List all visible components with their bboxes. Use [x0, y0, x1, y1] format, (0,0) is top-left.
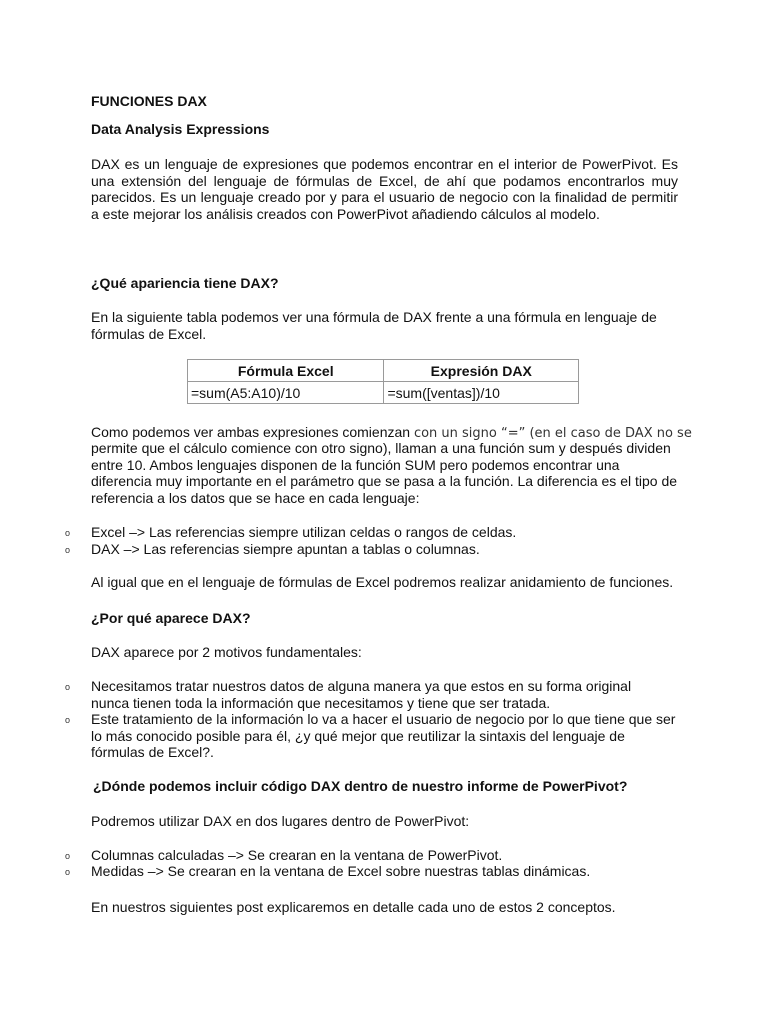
list-item-reason-2: Este tratamiento de la información lo va a hacer el usuario de negocio por lo que tiene que ser lo más conocido posible para él, ¿y qué mejor que reutilizar la sintaxis del lenguaje de fórmulas de Excel?.	[91, 711, 676, 760]
doc-subtitle: Data Analysis Expressions	[91, 121, 270, 137]
bullet-marker: o	[65, 867, 71, 877]
list-item-reason-1: Necesitamos tratar nuestros datos de alguna manera ya que estos en su forma original nunca tienen toda la información que necesitamos y tiene que ser tratada.	[91, 678, 632, 711]
bullet-marker: o	[65, 682, 71, 692]
intro-paragraph: DAX es un lenguaje de expresiones que podemos encontrar en el interior de PowerPivot. Es una extensión del lenguaje de fórmulas de Excel, de ahí que podamos encontrarlos muy parecidos. Es un lenguaje creado por y para el usuario de negocio con la finalidad de permitir a este mejorar los análisis creados con PowerPivot añadiendo cálculos al modelo.	[91, 156, 678, 222]
bullet-marker: o	[65, 545, 71, 555]
closing-paragraph: En nuestros siguientes post explicaremos en detalle cada uno de estos 2 conceptos.	[91, 899, 616, 915]
list-item-dax: DAX –> Las referencias siempre apuntan a tablas o columnas.	[91, 541, 480, 557]
section2-paragraph: DAX aparece por 2 motivos fundamentales:	[91, 644, 362, 660]
section3-paragraph: Podremos utilizar DAX en dos lugares dentro de PowerPivot:	[91, 813, 470, 829]
list-item-measures: Medidas –> Se crearan en la ventana de Excel sobre nuestras tablas dinámicas.	[91, 863, 591, 879]
bullet-marker: o	[65, 528, 71, 538]
formula-comparison-table	[187, 359, 579, 404]
section2-heading: ¿Por qué aparece DAX?	[91, 610, 251, 626]
section1-heading: ¿Qué apariencia tiene DAX?	[91, 275, 279, 291]
table-header-excel: Fórmula Excel	[188, 360, 384, 382]
bullet-marker: o	[65, 851, 71, 861]
section1-explanation: permite que el cálculo comience con otro signo), llaman a una función sum y después dividen entre 10. Ambos lenguajes disponen de la función SUM pero podemos encontrar una diferencia muy importante en el parámetro que se pasa a la función. La diferencia es el tipo de referencia a los datos que se hace en cada lenguaje:	[91, 440, 678, 506]
doc-title: FUNCIONES DAX	[91, 93, 207, 109]
table-header-dax: Expresión DAX	[384, 360, 579, 382]
section3-heading: ¿Dónde podemos incluir código DAX dentro de nuestro informe de PowerPivot?	[93, 778, 628, 794]
section1-paragraph: En la siguiente tabla podemos ver una fórmula de DAX frente a una fórmula en lenguaje de fórmulas de Excel.	[91, 309, 657, 342]
explanation-part-b: con un signo “=” (en el caso de DAX no se	[413, 426, 692, 441]
nesting-paragraph: Al igual que en el lenguaje de fórmulas de Excel podremos realizar anidamiento de funciones.	[91, 574, 674, 590]
list-item-calculated-columns: Columnas calculadas –> Se crearan en la ventana de PowerPivot.	[91, 847, 503, 863]
list-item-excel: Excel –> Las referencias siempre utilizan celdas o rangos de celdas.	[91, 524, 517, 540]
bullet-marker: o	[65, 715, 71, 725]
table-cell-dax: =sum([ventas])/10	[384, 382, 579, 404]
explanation-part-a: Como podemos ver ambas expresiones comienzan	[91, 424, 414, 440]
table-cell-excel: =sum(A5:A10)/10	[188, 382, 384, 404]
